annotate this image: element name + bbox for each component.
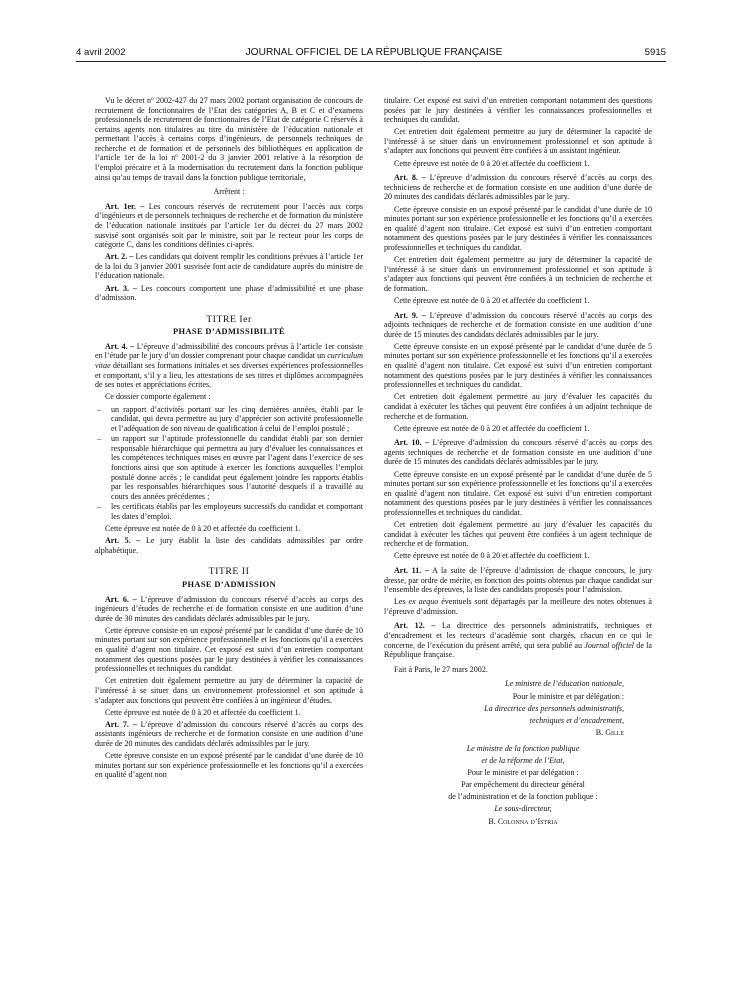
article-4-text-b: détaillant ses formations initiales et ses diverses expériences professionnelles et comportant, s’il y a lieu, les attestations de ses titres et diplômes accompagnées de ses notes et appréciations écrites.: [95, 361, 363, 390]
article-11-label: Art. 11. –: [394, 565, 429, 575]
article-7-text: L’épreuve d’admission du concours réservé d’accès au corps des assistants ingénieurs de recherche et de formation consiste en une audition d’une durée de 20 minutes des candidats déclarés admissibles par le jury.: [95, 719, 364, 749]
dossier-list: [95, 405, 363, 522]
dossier-intro: Ce dossier comporte également :: [105, 392, 211, 402]
article-1: [95, 202, 363, 250]
article-7-continued: titulaire. Cet exposé est suivi d’un entretien comportant notamment des questions posées par le jury destinées à vérifier les connaissances professionnelles et techniques du candidat.: [384, 96, 652, 125]
article-12-text-a: La directrice des personnels administratifs, techniques et d’encadrement et les recteurs d’académie sont chargés, chacun en ce qui le concerne, de l’exécution du présent arrêté, qui sera publié au: [384, 621, 652, 650]
article-10-p3: Cet entretien doit également permettre au jury d’évaluer les capacités du candidat à exécuter les tâches qui peuvent être confiées à un agent technique de recherche et de formation.: [384, 520, 652, 549]
header-date: 4 avril 2002: [76, 47, 126, 58]
sig2-minister-1: Le ministre de la fonction publique: [466, 743, 580, 753]
phase-admissibilite-heading: PHASE D’ADMISSIBILITÉ: [173, 327, 285, 337]
article-8-p2: Cette épreuve consiste en un exposé présenté par le candidat d’une durée de 10 minutes portant sur son expérience professionnelle et les fonctions qu’il a exercées en qualité d’agent non titulaire. Cet exposé est suivi d’un entretien comportant notamment des questions posées par le jury destinées à vérifier les connaissances professionnelles et techniques du candidat.: [384, 204, 652, 252]
titre-2-heading: TITRE II: [208, 566, 250, 578]
signature-block-1: [384, 679, 652, 737]
dash-marker: –: [97, 404, 102, 414]
article-7-label: Art. 7. –: [105, 719, 137, 729]
article-8-text: L’épreuve d’admission du concours réservé d’accès au corps des techniciens de recherche et de formation consiste en une audition d’une durée de 20 minutes des candidats déclarés admissibles par le jury.: [384, 173, 653, 202]
list-item-text: les certificats établis par les employeurs successifs du candidat et comportant les dates d’emploi.: [111, 502, 363, 521]
article-6-note: Cette épreuve est notée de 0 à 20 et affectée du coefficient 1.: [105, 707, 301, 717]
article-9: [384, 311, 652, 340]
phase-admission-heading: PHASE D’ADMISSION: [181, 580, 277, 589]
article-8-p3: Cet entretien doit également permettre au jury de déterminer la capacité de l’intéressé à se situer dans un environnement professionnel et son aptitude à s’adapter aux fonctions qui peuvent être confiées à un technicien de recherche et de formation.: [384, 255, 652, 293]
article-6-p3: Cet entretien doit également permettre au jury de déterminer la capacité de l’intéressé à se situer dans un environnement professionnel et son aptitude à s’adapter aux fonctions qui peuvent être confiées à un ingénieur d’études.: [95, 676, 363, 705]
article-7-note: Cette épreuve est notée de 0 à 20 et affectée du coefficient 1.: [394, 158, 590, 168]
article-12-label: Art. 12. –: [394, 621, 436, 631]
article-3-text: Les concours comportent une phase d’admissibilité et une phase d’admission.: [95, 283, 364, 303]
article-8: [384, 173, 652, 202]
article-1-label: Art. 1er. –: [105, 201, 145, 211]
article-11-p2-b: éventuels sont départagés par la meilleure des notes obtenues à l’épreuve d’admission.: [384, 597, 653, 616]
article-5: [95, 536, 363, 555]
article-10-label: Art. 10. –: [394, 438, 430, 448]
article-4: [95, 342, 363, 390]
article-3: [95, 284, 363, 303]
article-10-note: Cette épreuve est notée de 0 à 20 et affectée du coefficient 1.: [394, 551, 590, 561]
ex-aequo: ex aequo: [408, 597, 439, 607]
article-10-text: L’épreuve d’admission du concours réservé d’accès au corps des agents techniques de recherche et de formation consiste en une audition d’une durée de 15 minutes des candidats déclarés admissibles par le jury.: [384, 438, 652, 467]
article-3-label: Art. 3. –: [105, 283, 137, 293]
article-1-text: Les concours réservés de recrutement pour l’accès aux corps d’ingénieurs et de personnels techniques de recherche et de formation du ministère de l’éducation nationale institués par l’article 1er du décret du 27 mars 2002 susvisé sont organisés soit par le ministre, soit par le recteur pour les corps de catégorie C, dans les conditions définies ci-après.: [95, 201, 364, 250]
signature-block-2: [384, 744, 652, 827]
sig1-name: B. Gille: [595, 728, 624, 738]
dash-marker: –: [97, 502, 102, 512]
article-7: [95, 720, 363, 749]
article-11: [384, 566, 652, 595]
article-7-p3: Cet entretien doit également permettre au jury de déterminer la capacité de l’intéressé à se situer dans un environnement professionnel et son aptitude à s’adapter aux fonctions qui peuvent être confiées à un assistant ingénieur.: [384, 127, 652, 156]
article-11-text: A la suite de l’épreuve d’admission de chaque concours, le jury dresse, par ordre de mérite, en fonction des points obtenus par chaque candidat sur l’ensemble des épreuves, la liste des candidats proposés pour l’admission.: [384, 565, 652, 595]
article-7-p2: Cette épreuve consiste en un exposé présenté par le candidat d’une durée de 10 minutes portant sur son expérience professionnelle et les fonctions qu’il a exercées en qualité d’agent non: [95, 751, 363, 780]
sig1-director-1: La directrice des personnels administratifs,: [484, 703, 624, 713]
article-6-p2: Cette épreuve consiste en un exposé présenté par le candidat d’une durée de 10 minutes portant sur son expérience professionnelle et les fonctions qu’il a exercées en qualité d’agent non titulaire. Cet exposé est suivi d’un entretien comportant notamment des questions posées par le jury destinées à vérifier les connaissances professionnelles et techniques du candidat.: [95, 625, 363, 674]
vu-paragraph: Vu le décret nº 2002-427 du 27 mars 2002 portant organisation de concours de recrutement de fonctionnaires de l’Etat des catégories A, B et C et d’examens professionnels de recrutement de fonctionnaires de l’Etat de catégorie C réservés à certains agents non titulaires au titre du ministère de l’éducation nationale et permettant l’accès à certains corps d’ingénieurs, de personnels techniques de recherche et de formation et de personnels des bibliothèques en application de l’article 1er de la loi nº 2001-2 du 3 janvier 2001 relative à la résorption de l’emploi précaire et à la modernisation du recrutement dans la fonction publique ainsi qu’au temps de travail dans la fonction publique territoriale,: [95, 96, 363, 182]
article-4-cv: curriculum vitae: [95, 351, 363, 371]
article-4-text-a: L’épreuve d’admissibilité des concours prévus à l’article 1er consiste en l’étude par le jury d’un dossier comprenant pour chaque candidat un: [95, 341, 364, 361]
left-column: [95, 96, 363, 783]
right-column: [384, 96, 652, 829]
article-4-note: Cette épreuve est notée de 0 à 20 et affectée du coefficient 1.: [105, 524, 301, 534]
list-item: [95, 502, 363, 521]
list-item: [95, 434, 363, 501]
article-11-p2-a: Les: [394, 597, 406, 607]
article-10: [384, 438, 652, 467]
article-11-p2: [384, 597, 652, 616]
list-item: [95, 405, 363, 434]
sig1-minister: Le ministre de l’éducation nationale,: [505, 679, 624, 689]
article-9-text: L’épreuve d’admission du concours réservé d’accès au corps des adjoints techniques de recherche et de formation consiste en une audition d’une durée de 15 minutes des candidats déclarés admissibles par le jury.: [384, 310, 653, 339]
sig1-pour: Pour le ministre et par délégation :: [512, 691, 624, 701]
sig2-empechement-2: de l’administration et de la fonction publique :: [448, 792, 598, 802]
article-2-label: Art. 2. –: [105, 252, 134, 262]
sig2-empechement-1: Par empêchement du directeur général: [461, 780, 585, 790]
article-8-note: Cette épreuve est notée de 0 à 20 et affectée du coefficient 1.: [394, 295, 590, 305]
article-6-label: Art. 6. –: [105, 594, 137, 604]
article-2: [95, 252, 363, 281]
article-9-note: Cette épreuve est notée de 0 à 20 et affectée du coefficient 1.: [394, 423, 590, 433]
fait-a-paris: Fait à Paris, le 27 mars 2002.: [394, 664, 488, 674]
article-5-text: Le jury établit la liste des candidats admissibles par ordre alphabétique.: [95, 536, 363, 555]
list-item-text: un rapport d’activités portant sur les cinq dernières années, établi par le candidat, qui devra permettre au jury d’apprécier son activité professionnelle et l’adéquation de son niveau de qualification à celui de l’emploi postulé ;: [111, 404, 363, 433]
header-page-number: 5915: [644, 47, 666, 58]
header-title: JOURNAL OFFICIEL DE LA RÉPUBLIQUE FRANÇAISE: [245, 47, 503, 58]
journal-officiel: Journal officiel: [584, 640, 634, 650]
article-9-p3: Cet entretien doit également permettre au jury d’évaluer les capacités du candidat à exécuter les tâches qui peuvent être confiées à un adjoint technique de recherche et de formation.: [384, 392, 652, 421]
article-9-p2: Cette épreuve consiste en un exposé présenté par le candidat d’une durée de 5 minutes portant sur son expérience professionnelle et les fonctions qu’il a exercées en qualité d’agent non titulaire. Cet exposé est suivi d’un entretien comportant notamment des questions posées par le jury destinées à vérifier les connaissances professionnelles et techniques du candidat.: [384, 341, 652, 390]
article-9-label: Art. 9. –: [394, 310, 426, 320]
list-item-text: un rapport sur l’aptitude professionnelle du candidat établi par son dernier responsable hiérarchique qui permettra au jury d’évaluer les connaissances et les compétences techniques mises en œuvre par l’agent dans l’exercice de ses fonctions ainsi que son aptitude à exercer les fonctions auxquelles l’emploi postulé donne accès ; le candidat peut également joindre les rapports établis par les responsables hiérarchiques sous l’autorité desquels il a travaillé au cours des années précédentes ;: [111, 434, 363, 501]
article-2-text: Les candidats qui doivent remplir les conditions prévues à l’article 1er de la loi du 3 janvier 2001 susvisée font acte de candidature auprès du ministre de l’éducation nationale.: [95, 252, 364, 281]
titre-1-heading: TITRE Ier: [206, 313, 252, 325]
arretent: Arrêtent :: [213, 187, 245, 197]
article-10-p2: Cette épreuve consiste en un exposé présenté par le candidat d’une durée de 5 minutes portant sur son expérience professionnelle et les fonctions qu’il a exercées en qualité d’agent non titulaire. Cet exposé est suivi d’un entretien comportant notamment des questions posées par le jury destinées à vérifier les connaissances professionnelles et techniques du candidat.: [384, 469, 652, 517]
sig2-sous-directeur: Le sous-directeur,: [494, 804, 552, 814]
sig2-pour: Pour le ministre et par délégation :: [467, 767, 579, 777]
article-8-label: Art. 8. –: [394, 173, 426, 183]
sig2-name: B. Colonna d’Istria: [488, 816, 558, 826]
article-12: [384, 621, 652, 659]
article-12-text-b: de la République française.: [384, 640, 652, 660]
header-rule: [76, 61, 666, 62]
sig1-director-2: techniques et d’encadrement,: [529, 715, 624, 725]
article-4-label: Art. 4. –: [105, 341, 135, 351]
article-5-label: Art. 5. –: [105, 536, 141, 546]
article-6: [95, 595, 363, 624]
sig2-minister-2: et de la réforme de l’Etat,: [481, 755, 565, 765]
dash-marker: –: [97, 434, 102, 444]
article-6-text: L’épreuve d’admission du concours réservé d’accès au corps des ingénieurs d’études de recherche et de formation consiste en une audition d’une durée de 30 minutes des candidats déclarés admissibles par le jury.: [95, 594, 364, 623]
